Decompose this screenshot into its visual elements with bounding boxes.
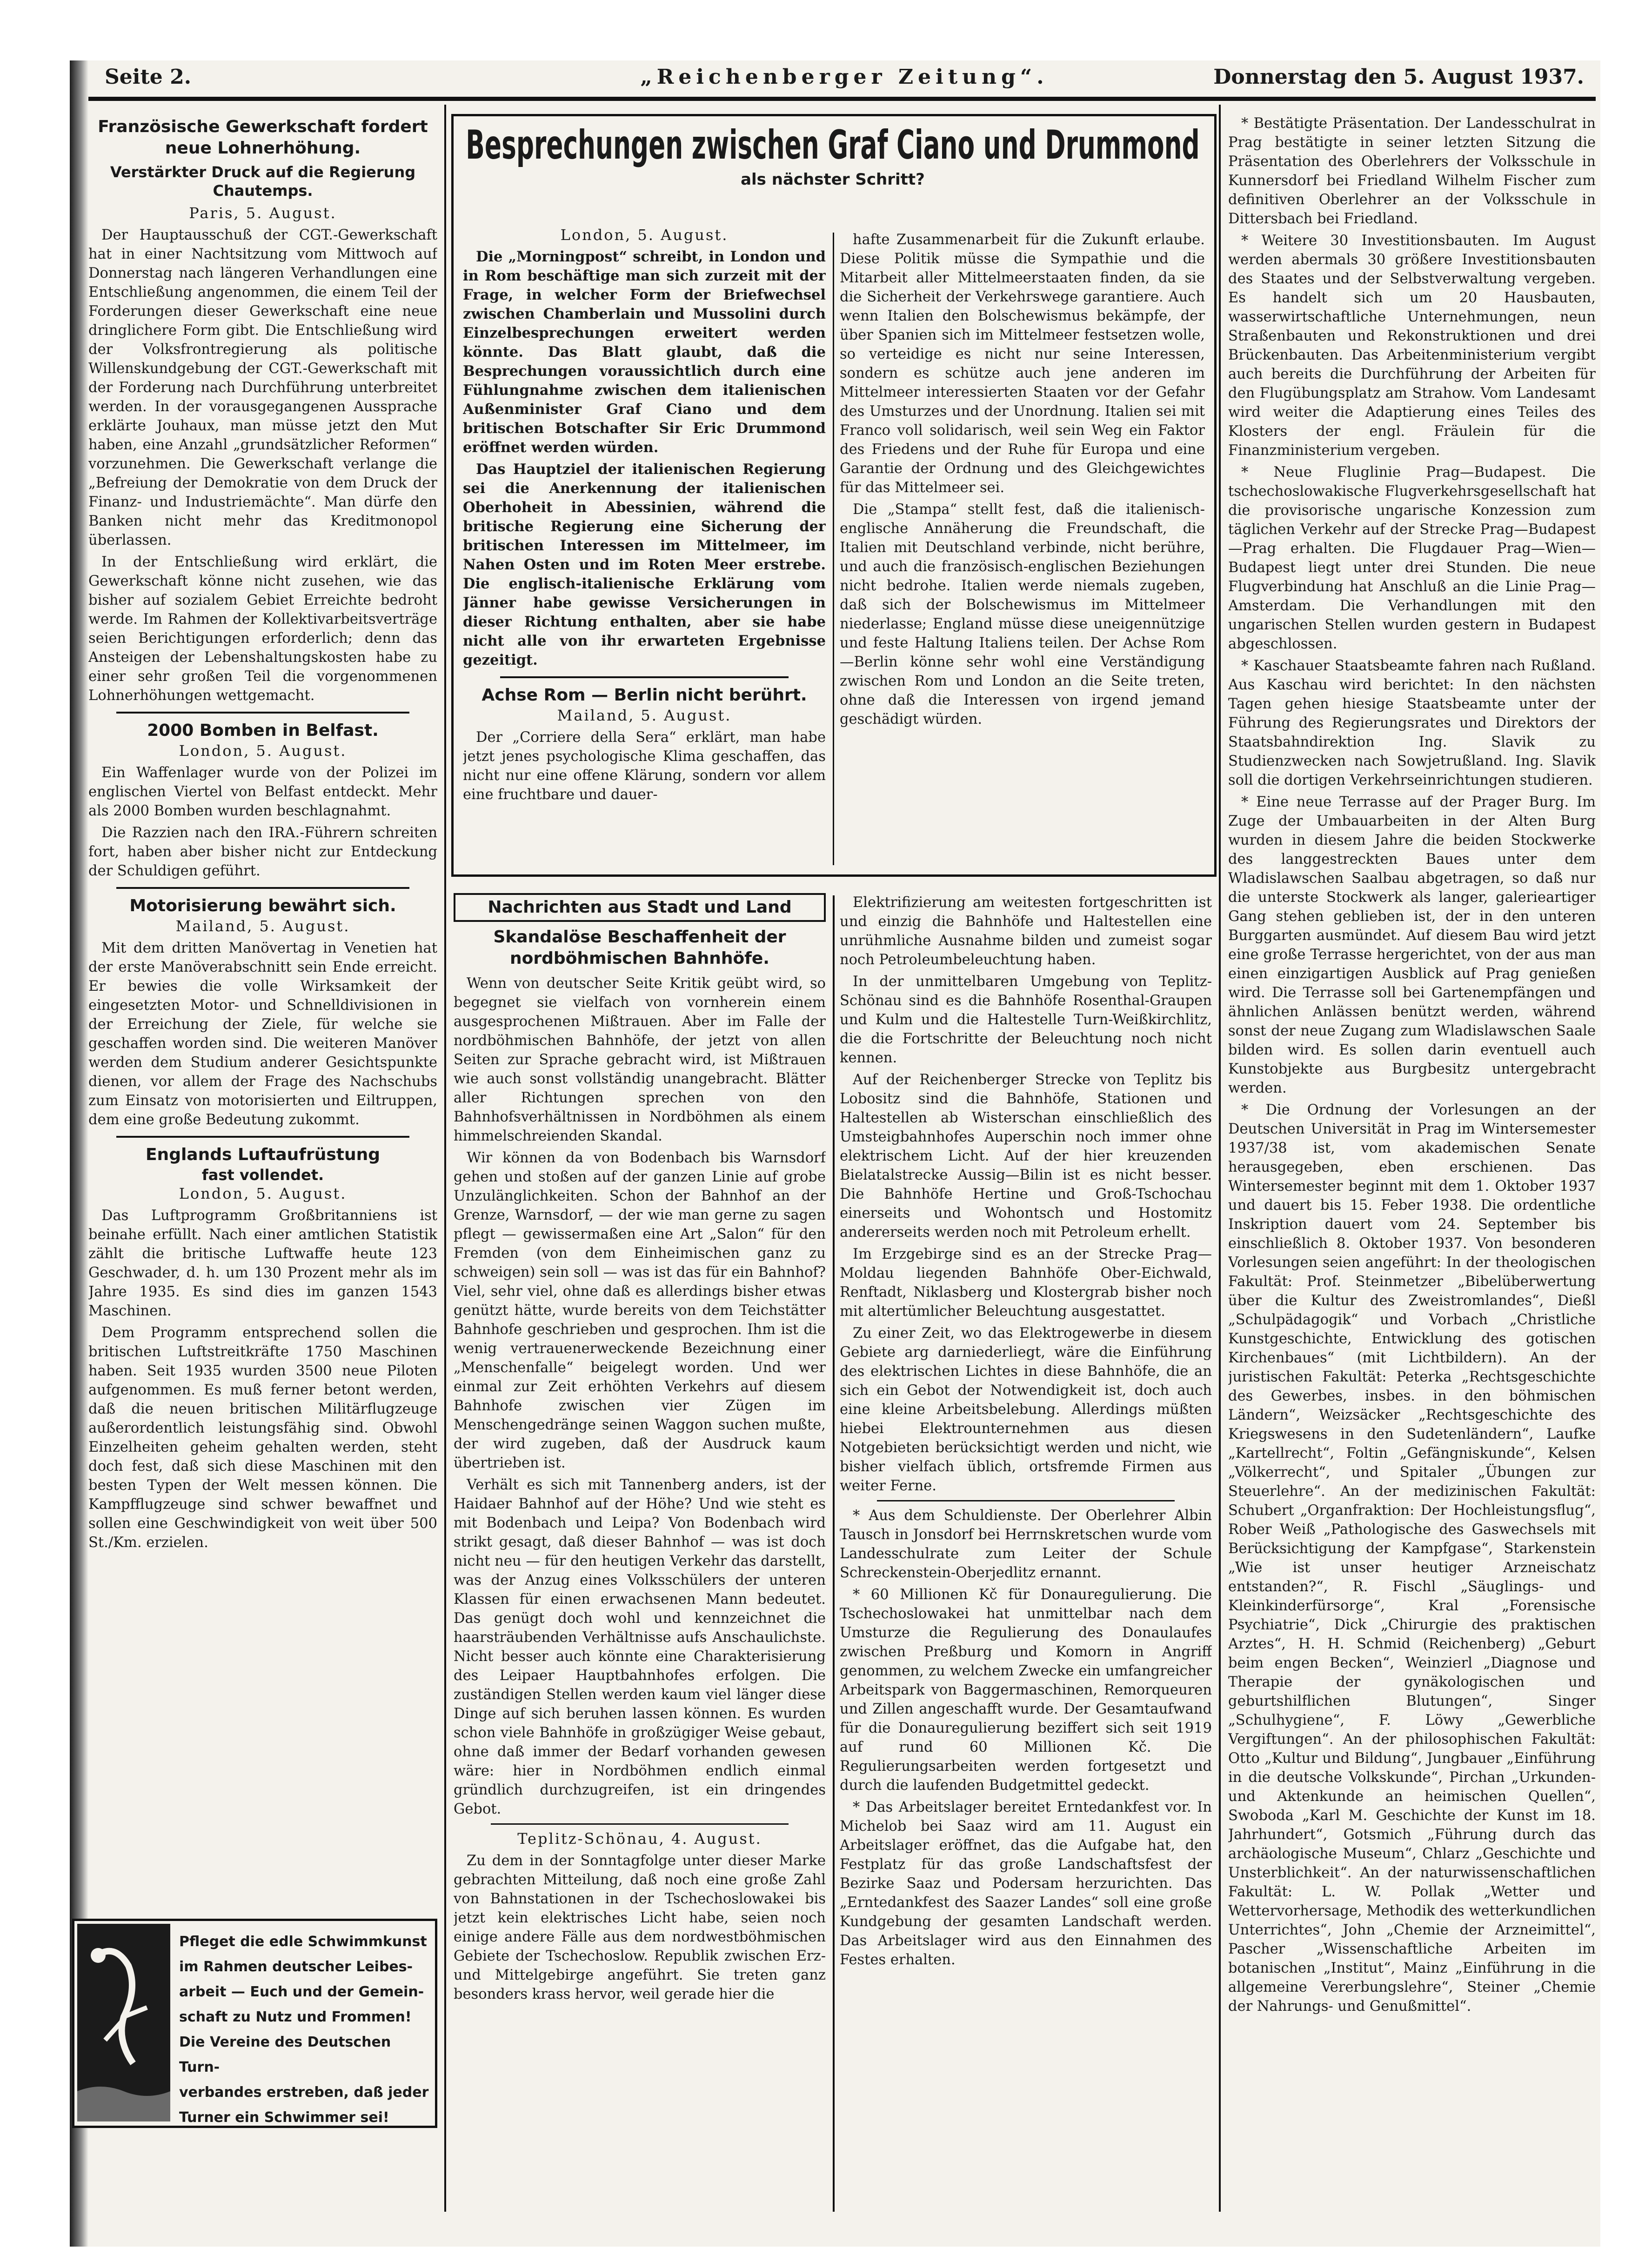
news-note: * Die Ordnung der Vorlesungen an der Deutschen Universität in Prag im Wintersemester 1937/38 ist, vom akademischen Senate herausgegeben, eben erschienen. Das Wintersemester beginnt mit dem 1. Oktober 1937 und dauert bis 15. Feber 1938. Die ordentliche Inskription dauert vom 24. September bis einschließlich 8. Oktober 1937. Von besonderen Vorlesungen seien angeführt: In der theologischen Fakultät: Prof. Steinmetzer „Bibelüberwertung über die Kultur des Zweistromlandes“, Dießl „Schulpädagogik“ und Vorbach „Christliche Kunstgeschichte, Entwicklung des gotischen Kirchenbaues“ (mit Lichtbildern). An der juristischen Fakultät: Peterka „Rechtsgeschichte des Gewerbes, insbes. in den böhmischen Ländern“, Weizsäcker „Rechtsgeschichte des Kriegswesens in den Sudetenländern“, Laufke „Kartellrecht“, Foltin „Gefängniskunde“, Kelsen „Völkerrecht“, und Spitaler „Übungen zur Steuerlehre“. An der medizinischen Fakultät: Schubert „Organfraktion: Der Hochleistungsflug“, Rober Weiß „Pathologische des Gaswechsels mit Berücksichtigung der Kampfgase“, Starkenstein „Wie ist unser heutiger Arzneischatz entstanden?“, R. Fischl „Säuglings- und Kleinkinderfürsorge“, Kral „Forensische Psychiatrie“, Dick „Chirurgie des praktischen Arztes“, H. H. Schmid (Reichenberg) „Geburt beim engen Becken“, Weinzierl „Diagnose und Therapie der gynäkologischen und geburtshilflichen Blutungen“, Singer „Schulhygiene“, F. Löwy „Gewerbliche Vergiftungen“. An der philosophischen Fakultät: Otto „Kultur und Bildung“, Jungbauer „Einführung in die deutsche Volkskunde“, Pirchan „Urkunden- und Aktenkunde an heimischen Quellen“, Swoboda „Karl M. Geschichte der Kunst im 18. Jahrhundert“, Gotsmich „Führung durch das archäologische Museum“, Chlarz „Geschichte und Unsterblichkeit“. An der naturwissenschaftlichen Fakultät: L. W. Pollak „Wetter und Wettervorhersage, Methodik des wetterkundlichen Unterrichtes“, John „Chemie der Arzneimittel“, Pascher „Wissenschaftliche Arbeiten im botanischen „Institut“, Mainz „Einführung in die allgemeine Vererbungslehre“, Steiner „Chemie der Nahrungs- und Genußmittel“. [1228,1102,1596,2015]
article-paragraph: Der „Corriere della Sera“ erklärt, man habe jetzt jenes psychologische Klima geschaffen, das nicht nur eine offene Klärung, sondern vor allem eine fruchtbare und dauer- [463,729,826,803]
ad-line: verbandes erstreben, daß jeder [179,2084,429,2101]
article-paragraph: Elektrifizierung am weitesten fortgeschritten ist und einzig die Bahnhöfe und Haltestellen eine unrühmliche Ausnahme bilden und zumeist sogar noch Petroleumbeleuchtung haben. [840,894,1212,968]
article-paragraph: In der unmittelbaren Umgebung von Teplitz-Schönau sind es die Bahnhöfe Rosenthal-Graupen und Kulm und die Haltestelle Turn-Weißkirchlitz, die die Fortschritte der Beleuchtung noch nicht kennen. [840,974,1212,1066]
article-paragraph: Verhält es sich mit Tannenberg anders, ist der Haidaer Bahnhof auf der Höhe? Und wie steht es mit Bodenbach und Leipa? Von Bodenbach wird strikt gesagt, daß dieser Bahnhof — was ist doch nicht neu — für den heutigen Verkehr das darstellt, was der Anzug eines Volksschülers der unteren Klassen für einen erwachsenen Mann bedeutet. Das genügt doch wohl und kennzeichnet die haarsträubenden Verhältnisse aufs Anschaulichste. Nicht besser auch könnte eine Charakterisierung des Leipaer Hauptbahnhofes erfolgen. Die zuständigen Stellen werden kaum viel länger diese Dinge auf sich beruhen lassen können. Es wurden schon viele Bahnhöfe in großzügiger Weise gebaut, ohne daß immer der Bedarf vorhanden gewesen wäre: hier in Nordböhmen endlich einmal gründlich durchzugreifen, ist ein dringendes Gebot. [454,1477,826,1817]
masthead [105,65,1584,100]
lead-headline: Besprechungen zwischen Graf Ciano und Drummond [466,122,1200,168]
dateline: Paris, 5. August. [189,204,337,222]
subhead-gewerkschaft: Verstärkter Druck auf die Regierung Chautemps. [110,163,416,200]
article-paragraph: Dem Programm entsprechend sollen die britischen Luftstreitkräfte 1750 Maschinen haben. Seit 1935 wurden 3500 neue Piloten aufgenommen. Es muß ferner betont werden, daß die neuen britischen Militärflugzeuge außerordentlich leistungsfähig sind. Obwohl Einzelheiten geheim gehalten werden, steht doch fest, daß sich diese Maschinen mit den besten Typen der Welt messen können. Die Kampfflugzeuge sind schwer bewaffnet und sollen eine Geschwindigkeit von weit über 500 St./Km. erzielen. [88,1325,437,1551]
issue-date: Donnerstag den 5. August 1937. [1213,65,1584,89]
news-note: * Bestätigte Präsentation. Der Landesschulrat in Prag bestätigte in seiner letzten Sitzung die Präsentation des Oberlehrers der Volksschule in Kunnersdorf bei Friedland Wilhelm Fischer zum definitiven Oberlehrer an der Volksschule in Dittersbach bei Friedland. [1228,115,1596,227]
news-note: * Das Arbeitslager bereitet Erntedankfest vor. In Michelob bei Saaz wird am 11. August ein Arbeitslager eröffnet, das die Aufgabe hat, den Festplatz für das große Landschaftsfest der Bezirke Saaz und Podersam herzurichten. Das „Erntedankfest des Saazer Landes“ soll eine große Kundgebung der gesamten Landschaft werden. Das Arbeitslager wird aus den Einnahmen des Festes erhalten. [840,1799,1212,1968]
page-number: Seite 2. [105,65,192,89]
lead-column-divider [833,233,834,865]
lead-headline-area [461,122,1205,233]
sub-headline-achse: Achse Rom — Berlin nicht berührt. [481,686,807,705]
article-paragraph: Auf der Reichenberger Strecke von Teplitz bis Lobositz sind die Bahnhöfe, Stationen und Haltestellen ab Wisterschan einschließlich des Umsteigbahnhofes Auperschin noch immer ohne elektrischem Licht. Auf der hier kreuzenden Bielatalstrecke Aussig—Bilin ist es nicht besser. Die Bahnhöfe Hertine und Groß-Tschochau einerseits und Wohontsch und Hostomitz andererseits werden noch mit Petroleum erhellt. [840,1072,1212,1241]
dateline: Mailand, 5. August. [175,917,350,935]
article-paragraph: Die Razzien nach den IRA.-Führern schreiten fort, haben aber bisher nicht zur Entdeckung der Schuldigen geführt. [88,825,437,879]
dateline: Teplitz-Schönau, 4. August. [517,1830,762,1848]
article-separator [116,887,409,889]
ad-line: Pfleget die edle Schwimmkunst [179,1934,427,1950]
swimming-advertisement [72,1919,437,2128]
headline-luftaufruestung: Englands Luftaufrüstung [145,1145,381,1164]
headline-bahnhoefe: Skandalöse Beschaffenheit der nordböhmischen Bahnhöfe. [493,927,786,968]
column-divider [444,105,446,2212]
section-title: Nachrichten aus Stadt und Land [488,898,792,917]
diver-illustration [77,1924,170,2121]
dateline: London, 5. August. [179,742,347,760]
news-note: * 60 Millionen Kč für Donauregulierung. Die Tschechoslowakei hat unmittelbar nach dem Umsturze die Regulierung des Donaulaufes zwischen Preßburg und Komorn in Angriff genommen, zu welchem Zwecke ein umfangreicher Arbeitspark von Baggermaschinen, Remorqueuren und Zillen angeschafft wurde. Der Gesamtaufwand für die Donauregulierung beziffert sich seit 1919 auf rund 60 Millionen Kč. Die Regulierungsarbeiten werden fortgesetzt und durch die laufenden Budgetmittel gedeckt. [840,1587,1212,1794]
newspaper-title: „Reichenberger Zeitung“. [640,65,1049,89]
article-paragraph: Die „Stampa“ stellt fest, daß die italienisch-englische Annäherung die Freundschaft, die Italien mit Deutschland verbinde, nicht berühre, und auch die französisch-englischen Beziehungen nicht bedrohe. Italien werde niemals zugeben, daß sich der Bolschewismus im Mittelmeer niederlasse; England müsse diese uneigennützige und feste Haltung Italiens teilen. Der Achse Rom—Berlin könne sehr wohl eine Verständigung zwischen Rom und London an die Seite treten, ohne daß die Interessen von irgend jemand geschädigt würden. [840,501,1205,727]
column-1 [88,116,437,1912]
ad-line: Die Vereine des Deutschen Turn- [179,2034,391,2075]
article-paragraph: Wenn von deutscher Seite Kritik geübt wird, so begegnet sie vielfach von vornherein einem ausgesprochenen Mißtrauen. Aber im Falle der nordböhmischen Bahnhöfe, der jetzt von allen Seiten zur Sprache gebracht wird, ist Mißtrauen wie auch sonst vollständig unangebracht. Blätter aller Richtungen sprechen von den Bahnhofsverhältnissen in Nordböhmen als einem himmelschreienden Skandal. [454,975,826,1144]
dateline: Mailand, 5. August. [557,707,732,724]
news-note: * Aus dem Schuldienste. Der Oberlehrer Albin Tausch in Jonsdorf bei Herrnskretschen wurde vom Landesschulrate zum Leiter der Schule Schreckenstein-Oberjedlitz ernannt. [840,1508,1212,1581]
subhead-luftaufruestung: fast vollendet. [201,1166,324,1184]
column-divider [1219,105,1221,2212]
lead-column-left [463,226,826,865]
article-paragraph: hafte Zusammenarbeit für die Zukunft erlaube. Diese Politik müsse die Sympathie und die Mitarbeit aller Mittelmeerstaaten finden, da sie die Sicherheit der Verkehrswege garantiere. Auch wenn Italien den Bolschewismus bekämpfe, der über Spanien sich im Mittelmeer festsetzen wolle, so verteidige es nicht nur seine Interessen, sondern es schütze auch jene anderen im Mittelmeer interessierten Staaten vor der Gefahr des Umsturzes und der Unordnung. Italien sei mit Franco voll solidarisch, weil sein Weg ein Faktor des Friedens und der Ruhe für Europa und eine Garantie der Ordnung und des Gleichgewichtes für das Mittelmeer sei. [840,232,1205,496]
ad-line: arbeit — Euch und der Gemein- [179,1984,424,2000]
masthead-rule [88,97,1596,101]
article-separator [491,1823,789,1825]
article-paragraph: Mit dem dritten Manövertag in Venetien hat der erste Manöverabschnitt sein Ende erreicht. Er bewies die volle Wirksamkeit der eingesetzten Motor- und Schnelldivisionen in der Erreichung der Ziele, für welche sie geschaffen worden sind. Die weiteren Manöver werden dem Studium anderer Gesichtspunkte dienen, vor allem der Frage des Nachschubs zum Einsatz von motorisierten und Eiltruppen, dem eine große Bedeutung zukommt. [88,940,437,1128]
dateline: London, 5. August. [560,226,729,244]
ad-line: Turner ein Schwimmer sei! [179,2109,389,2126]
article-separator [877,1500,1175,1501]
headline-gewerkschaft: Französische Gewerkschaft fordert neue Lohnerhöhung. [98,117,428,158]
lead-subhead: als nächster Schritt? [741,170,925,189]
section-header-box [454,893,826,922]
article-paragraph: Das Hauptziel der italienischen Regierung sei die Anerkennung der italienischen Oberhoheit in Abessinien, während die britische Regierung eine Sicherung der britischen Interessen im Mittelmeer, im Nahen Osten und im Roten Meer erstrebe. Die englisch-italienische Erklärung vom Jänner habe gewisse Versicherungen in dieser Richtung enthalten, aber sie habe nicht alle von ihr erwarteten Ergebnisse gezeitigt. [463,461,826,668]
article-separator [116,1136,409,1138]
news-note: * Kaschauer Staatsbeamte fahren nach Rußland. Aus Kaschau wird berichtet: In den nächsten Tagen gehen hiesige Staatsbeamte unter der Führung des Regierungsrates und Direktors der Staatsbahndirektion Ing. Slavik zu Studienzwecken nach Sowjetrußland. Ing. Slavik soll die dortigen Verkehrseinrichtungen studieren. [1228,658,1596,788]
news-note: * Neue Fluglinie Prag—Budapest. Die tschechoslowakische Flugverkehrsgesellschaft hat die provisorische ungarische Konzession zum täglichen Verkehr auf der Strecke Prag—Budapest—Prag erhalten. Die Flugdauer Prag—Wien—Budapest liegt unter drei Stunden. Die neue Flugverbindung hat Anschluß an die Linie Prag—Amsterdam. Die Verhandlungen mit den ungarischen Stellen wurden gestern in Budapest abgeschlossen. [1228,464,1596,652]
article-separator [116,712,409,714]
diver-icon [77,1924,170,2121]
article-paragraph: Zu einer Zeit, wo das Elektrogewerbe in diesem Gebiete arg darniederliegt, wäre die Einführung des elektrischen Lichtes in diese Bahnhöfe, die an sich ein Gebot der Notwendigkeit ist, doch auch eine kleine Arbeitsbelebung. Allerdings müßten hiebei Elektrounternehmen aus diesen Notgebieten berücksichtigt werden und nicht, wie bisher vielfach üblich, ortsfremde Firmen aus weiter Ferne. [840,1325,1212,1494]
headline-motorisierung: Motorisierung bewährt sich. [129,896,396,915]
article-paragraph: Zu dem in der Sonntagfolge unter dieser Marke gebrachten Mitteilung, daß noch eine große Zahl von Bahnstationen in der Tschechoslowakei bis jetzt kein elektrisches Licht habe, seien noch einige andere Fälle aus dem nordwestböhmischen Gebiete der Tschechoslow. Republik zwischen Erz- und Mittelgebirge angeführt. Sie treten ganz besonders krass hervor, weil gerade hier die [454,1853,826,2002]
article-paragraph: Im Erzgebirge sind es an der Strecke Prag—Moldau liegenden Bahnhöfe Ober-Eichwald, Renftadt, Niklasberg und Klostergrab bisher noch mit altertümlicher Beleuchtung ausgestattet. [840,1246,1212,1320]
local-news-column-2 [840,893,1212,2214]
lead-column-right [840,230,1205,865]
column-4 [1228,114,1596,2212]
article-paragraph: Ein Waffenlager wurde von der Polizei im englischen Viertel von Belfast entdeckt. Mehr als 2000 Bomben wurden beschlagnahmt. [88,765,437,819]
article-paragraph: In der Entschließung wird erklärt, die Gewerkschaft könne nicht zusehen, wie das bisher auf sozialem Gebiet Erreichte bedroht werde. Im Rahmen der Kollektivarbeitsverträge seien Berichtigungen erforderlich; denn das Ansteigen der Lebenshaltungskosten habe zu einer sehr großen Teil die vorgenommenen Lohnerhöhungen wettgemacht. [88,554,437,704]
headline-bomben: 2000 Bomben in Belfast. [147,721,379,740]
column-divider [833,895,835,2212]
dateline: London, 5. August. [179,1185,347,1202]
article-paragraph: Die „Morningpost“ schreibt, in London und in Rom beschäftige man sich zurzeit mit der Frage, in welcher Form der Briefwechsel zwischen Chamberlain und Mussolini durch Einzelbesprechungen erweitert werden könnte. Das Blatt glaubt, daß die Besprechungen voraussichtlich durch eine Fühlungnahme zwischen dem italienischen Außenminister Graf Ciano und dem britischen Botschafter Sir Eric Drummond eröffnet werden würden. [463,248,826,456]
local-news-column-1 [454,893,826,2214]
article-paragraph: Der Hauptausschuß der CGT.-Gewerkschaft hat in einer Nachtsitzung vom Mittwoch auf Donnerstag nach längeren Verhandlungen eine Entschließung angenommen, die einem Teil der Forderungen dieser Gewerkschaft eine neue dringlichere Form gibt. Die Entschließung wird der Volksfrontregierung als politische Willenskundgebung der CGT.-Gewerkschaft mit der Forderung nach Durchführung unterbreitet werden. In der vorausgegangenen Aussprache erklärte Jouhaux, man müsse jetzt den Mut haben, eine Anzahl „grundsätzlicher Reformen“ vorzunehmen. Die Gewerkschaft verlange die „Befreiung der Demokratie von dem Druck der Finanz- und Industriemächte“. Man dürfe den Banken nicht mehr das Kreditmonopol überlassen. [88,227,437,548]
ad-line: schaft zu Nutz und Frommen! [179,2009,412,2025]
news-note: * Weitere 30 Investitionsbauten. Im August werden abermals 30 größere Investitionsbauten des Staates und der Selbstverwaltung vergeben. Es handelt sich um 20 Hausbauten, wasserwirtschaftliche Unternehmungen, neun Straßenbauten und Rekonstruktionen und drei Brückenbauten. Das Arbeitenministerium vergibt auch bereits die Durchführung der Arbeiten für den Flugübungsplatz am Strahow. Vom Landesamt wird weiter die Adaptierung eines Teiles des Klosters der engl. Fräulein für die Finanzministerium vergeben. [1228,233,1596,459]
news-note: * Eine neue Terrasse auf der Prager Burg. Im Zuge der Umbauarbeiten in der Alten Burg wurden in diesem Jahre die beiden Stockwerke des langgestreckten Baues unter dem Wladislawschen Saalbau abgetragen, so daß nur die unterste Stockwerk als langer, galerieartiger Gang stehen geblieben ist, der in den unteren Burggarten ausmündet. Auf diesem Bau wird jetzt eine große Terrasse hergerichtet, von der aus man einen einzigartigen Ausblick auf Prag genießen wird. Die Terrasse soll bei Gartenempfängen und ähnlichen Anlässen benützt werden, während sonst der neue Zugang zum Wladislawschen Saale bilden wird. Es sollen darin eventuell auch Kunstobjekte aus Burgbesitz untergebracht werden. [1228,794,1596,1096]
article-paragraph: Das Luftprogramm Großbritanniens ist beinahe erfüllt. Nach einer amtlichen Statistik zählt die britische Luftwaffe heute 123 Geschwader, d. h. um 130 Prozent mehr als im Jahre 1935. Es sind dies im ganzen 1543 Maschinen. [88,1207,437,1319]
advertisement-text [179,1929,430,2130]
article-separator [500,676,789,678]
ad-line: im Rahmen deutscher Leibes- [179,1959,413,1975]
article-paragraph: Wir können da von Bodenbach bis Warnsdorf gehen und stoßen auf der ganzen Linie auf grobe Unzulänglichkeiten. Schon der Bahnhof an der Grenze, Warnsdorf, — der wie man gerne zu sagen pflegt — gewissermaßen eine Art „Salon“ für den Fremden (von dem Einheimischen ganz zu schweigen) sein soll — was ist das für ein Bahnhof? Viel, sehr viel, ohne daß es allerdings bisher etwas genützt hätte, wurde bereits von dem Teichstätter Bahnhofe geschrieben und gesprochen. Ihm ist die wenig vertrauenerweckende Bezeichnung einer „Menschenfalle“ beigelegt worden. Und wer einmal zur Zeit erhöhten Verkehrs auf diesem Bahnhofe zwischen vier Zügen im Menschengedränge seinen Waggon suchen mußte, der wird zugeben, daß der Ausdruck kaum übertrieben ist. [454,1150,826,1471]
